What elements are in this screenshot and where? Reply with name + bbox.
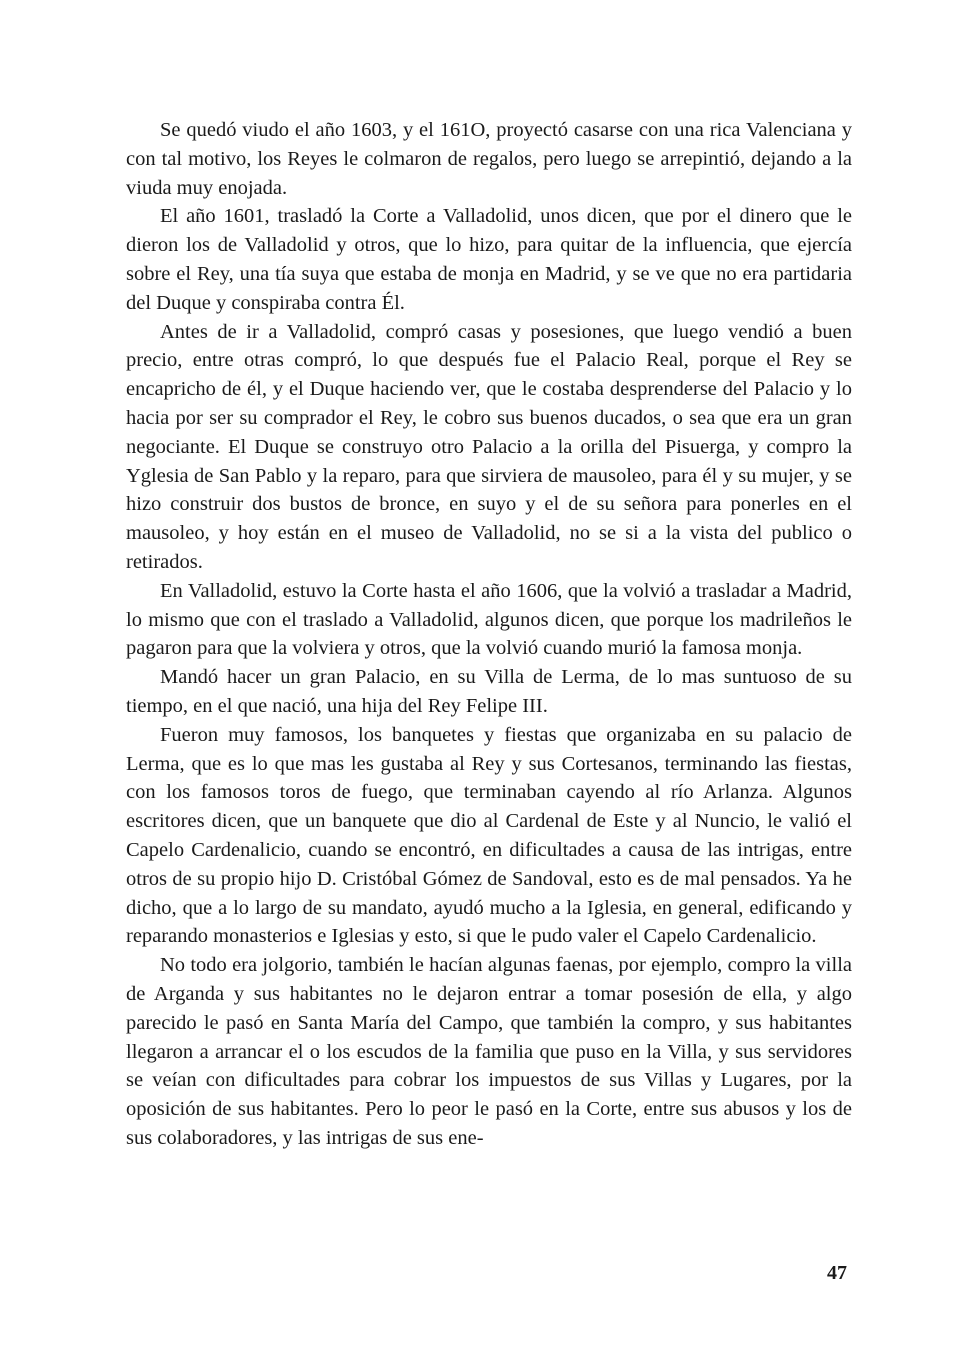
paragraph-7: No todo era jolgorio, también le hacían algunas faenas, por ejemplo, compro la villa de Arganda y sus habitantes no le dejaron entrar a tomar posesión de ella, y algo parecido le pasó en Santa María del Campo, que también la compro, y sus habitantes llegaron a arrancar el o los escudos de la familia que puso en la Villa, y sus servidores se veían con dificultades para cobrar los impuestos de sus Villas y Lugares, por la oposición de sus habitantes. Pero lo peor le pasó en la Corte, entre sus abusos y los de sus colaboradores, y las intrigas de sus ene- [126,954,852,1149]
body-text [126,116,852,1153]
paragraph-1: Se quedó viudo el año 1603, y el 161O, proyectó casarse con una rica Valenciana y con tal motivo, los Reyes le colmaron de regalos, pero luego se arrepintió, dejando a la viuda muy enojada. [126,119,852,199]
paragraph-3: Antes de ir a Valladolid, compró casas y posesiones, que luego vendió a buen precio, entre otras compró, lo que después fue el Palacio Real, porque el Rey se encapricho de él, y el Duque haciendo ver, que le costaba desprenderse del Palacio y lo hacia por ser su comprador el Rey, le cobro sus buenos ducados, o sea que era un gran negociante. El Duque se construyo otro Palacio a la orilla del Pisuerga, y compro la Yglesia de San Pablo y la reparo, para que sirviera de mausoleo, para él y su mujer, y se hizo construir dos bustos de bronce, en suyo y el de su señora para ponerles en el mausoleo, y hoy están en el museo de Valladolid, no se si a la vista del publico o retirados. [126,320,852,573]
paragraph-4: En Valladolid, estuvo la Corte hasta el año 1606, que la volvió a trasladar a Madrid, lo mismo que con el traslado a Valladolid, algunos dicen, que porque los madrileños le pagaron para que la volviera y otros, que la volvió cuando murió la famosa monja. [126,579,852,660]
paragraph-5: Mandó hacer un gran Palacio, en su Villa de Lerma, de lo mas suntuoso de su tiempo, en el que nació, una hija del Rey Felipe III. [126,666,852,717]
paragraph-2: El año 1601, trasladó la Corte a Valladolid, unos dicen, que por el dinero que le dieron los de Valladolid y otros, que lo hizo, para quitar de la influencia, que ejercía sobre el Rey, una tía suya que estaba de monja en Madrid, y se ve que no era partidaria del Duque y conspiraba contra Él. [126,205,852,314]
page-number: 47 [827,1262,847,1284]
paragraph-6: Fueron muy famosos, los banquetes y fiestas que organizaba en su palacio de Lerma, que es lo que mas les gustaba al Rey y sus Cortesanos, terminando las fiestas, con los famosos toros de fuego, que terminaban cayendo al río Arlanza. Algunos escritores dicen, que un banquete que dio al Cardenal de Este y al Nuncio, le valió el Capelo Cardenalicio, cuando se encontró, en dificultades a causa de las intrigas, entre otros de su propio hijo D. Cristóbal Gómez de Sandoval, esto es de mal pensados. Ya he dicho, que a lo largo de su mandato, ayudó mucho a la Iglesia, en general, edificando y reparando monasterios e Iglesias y esto, si que le pudo valer el Capelo Cardenalicio. [126,723,852,948]
